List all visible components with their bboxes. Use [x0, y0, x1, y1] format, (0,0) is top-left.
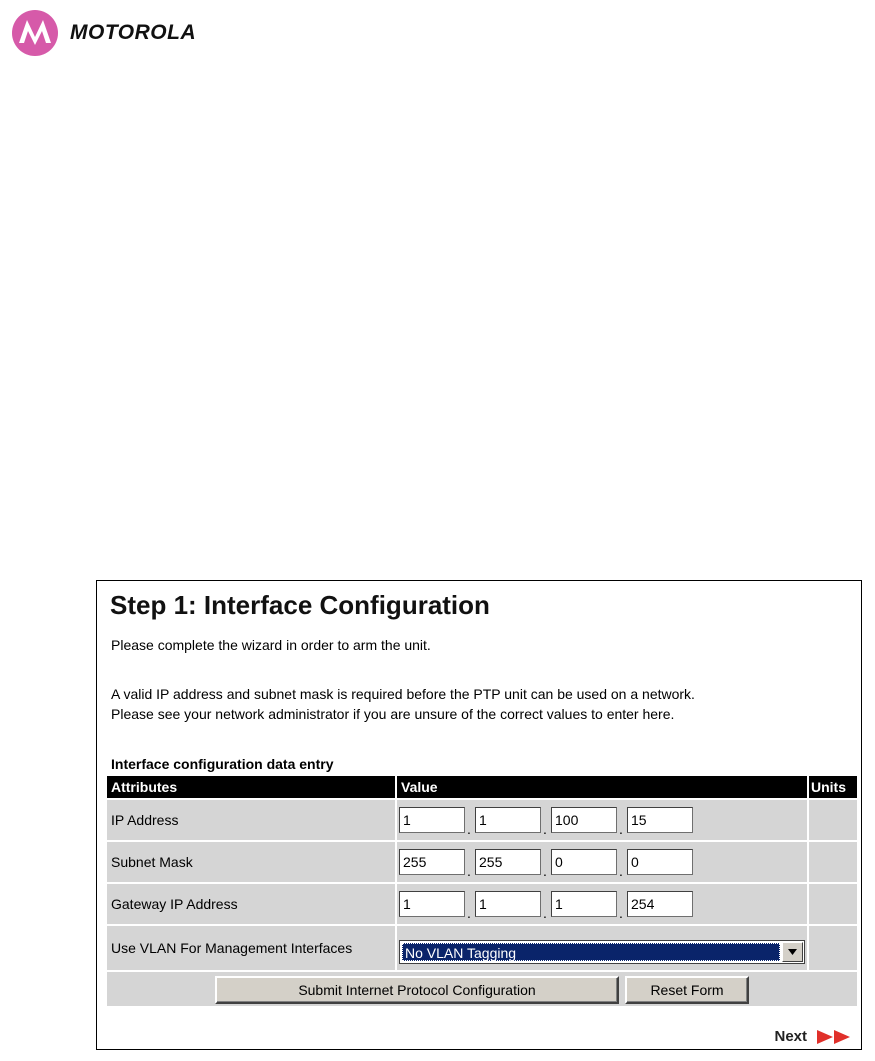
row-label-gateway-ip: Gateway IP Address	[107, 884, 395, 924]
double-chevron-right-icon[interactable]	[817, 1030, 853, 1044]
section-heading: Interface configuration data entry	[111, 756, 334, 772]
ip-address-octet-4[interactable]	[627, 807, 693, 833]
brand-name: MOTOROLA	[70, 21, 197, 44]
submit-ip-config-button[interactable]: Submit Internet Protocol Configuration	[215, 976, 619, 1004]
ip-address-octet-2[interactable]	[475, 807, 541, 833]
ip-address-octet-1[interactable]	[399, 807, 465, 833]
subnet-mask-octet-4[interactable]	[627, 849, 693, 875]
row-label-vlan: Use VLAN For Management Interfaces	[107, 926, 395, 970]
header-units: Units	[809, 776, 857, 798]
button-bar	[107, 972, 857, 1006]
reset-form-button[interactable]: Reset Form	[625, 976, 749, 1004]
gateway-ip-units-cell	[809, 884, 857, 924]
subnet-mask-value-cell: 255 . 255 . 0 . 0	[397, 842, 807, 882]
vlan-selected-value: No VLAN Tagging	[402, 943, 780, 961]
gateway-ip-octet-3[interactable]	[551, 891, 617, 917]
gateway-ip-octet-2[interactable]	[475, 891, 541, 917]
gateway-ip-value-cell: 1 . 1 . 1 . 254	[397, 884, 807, 924]
vlan-units-cell	[809, 926, 857, 970]
brand-header	[12, 10, 196, 56]
header-attributes: Attributes	[107, 776, 395, 798]
row-label-subnet-mask: Subnet Mask	[107, 842, 395, 882]
subnet-mask-octet-1[interactable]	[399, 849, 465, 875]
description-text: A valid IP address and subnet mask is required before the PTP unit can be used on a network. Please see your network administrator if you are unsure of the correct values to enter here.	[111, 686, 695, 722]
row-label-ip-address: IP Address	[107, 800, 395, 840]
ip-address-value-cell: 1 . 1 . 100 . 15	[397, 800, 807, 840]
page-title: Step 1: Interface Configuration	[110, 590, 490, 620]
interface-config-table	[107, 776, 857, 1016]
gateway-ip-octet-4[interactable]	[627, 891, 693, 917]
wizard-panel	[96, 580, 862, 1050]
ip-address-octet-3[interactable]	[551, 807, 617, 833]
header-value: Value	[397, 776, 807, 798]
subnet-mask-units-cell	[809, 842, 857, 882]
gateway-ip-octet-1[interactable]	[399, 891, 465, 917]
subnet-mask-octet-3[interactable]	[551, 849, 617, 875]
next-label[interactable]: Next	[774, 1028, 807, 1045]
subnet-mask-octet-2[interactable]	[475, 849, 541, 875]
vlan-select[interactable]	[399, 940, 805, 964]
next-link[interactable]	[774, 1028, 853, 1045]
chevron-down-icon[interactable]	[782, 942, 803, 962]
ip-address-units-cell	[809, 800, 857, 840]
intro-text: Please complete the wizard in order to arm the unit.	[111, 637, 431, 653]
motorola-batwing-icon	[12, 10, 58, 56]
